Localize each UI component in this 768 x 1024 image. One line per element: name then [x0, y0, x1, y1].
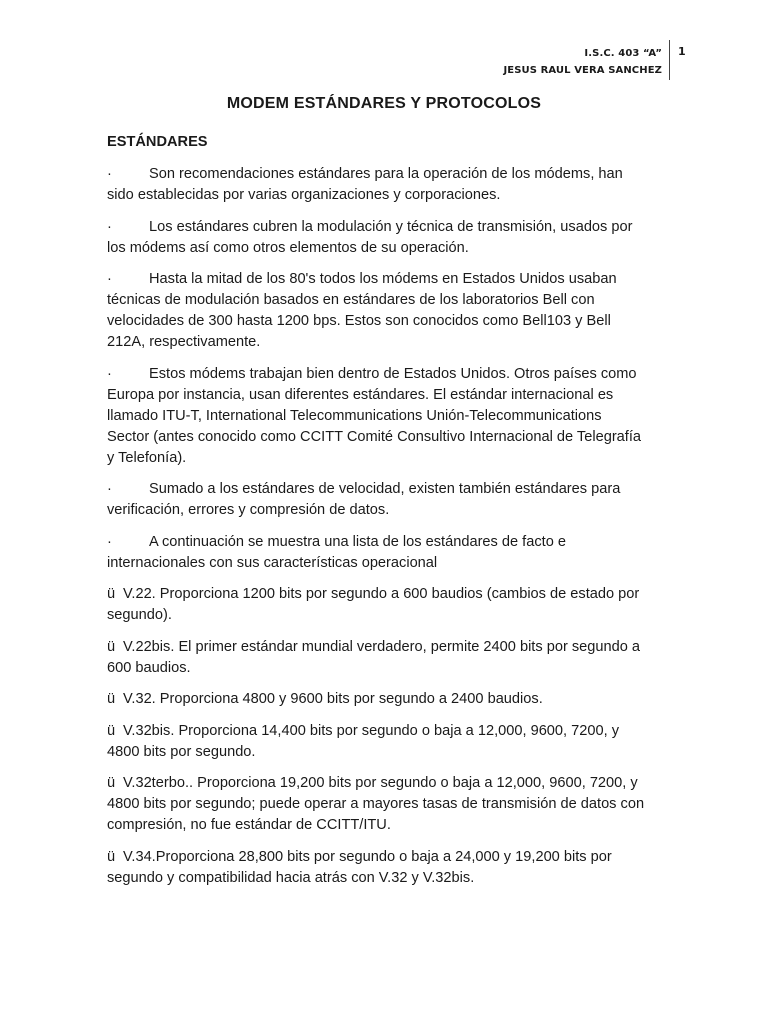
- bullet-icon: ·: [107, 218, 112, 235]
- bullet-paragraph: [107, 269, 647, 353]
- standard-text: V.34.Proporciona 28,800 bits por segundo o baja a 24,000 y 19,200 bits por segundo y compatibilidad hacia atrás con V.32 y V.32bis.: [107, 848, 612, 886]
- bullet-paragraph: [107, 532, 647, 574]
- page-title: MODEM ESTÁNDARES Y PROTOCOLOS: [226, 95, 542, 112]
- bullet-icon: ·: [107, 481, 112, 497]
- checkmark-icon: ü: [107, 848, 116, 865]
- bullet-text: Son recomendaciones estándares para la operación de los módems, han sido establecidas por varias organizaciones y corporaciones.: [107, 166, 623, 203]
- bullet-text: Los estándares cubren la modulación y técnica de transmisión, usados por los módems así como otros elementos de su operación.: [107, 218, 633, 256]
- checkmark-icon: ü: [107, 691, 116, 707]
- checkmark-icon: ü: [107, 775, 116, 791]
- bullet-paragraph: [107, 479, 647, 521]
- bullet-text: Sumado a los estándares de velocidad, existen también estándares para verificación, errores y compresión de datos.: [107, 481, 621, 518]
- standard-item: [107, 721, 647, 763]
- header-author: JESUS RAUL VERA SANCHEZ: [503, 65, 662, 76]
- bullet-paragraph: [107, 364, 647, 469]
- standard-text: V.22. Proporciona 1200 bits por segundo a 600 baudios (cambios de estado por segundo).: [107, 586, 640, 623]
- standard-text: V.32bis. Proporciona 14,400 bits por segundo o baja a 12,000, 9600, 7200, y 4800 bits por segundo.: [107, 722, 620, 760]
- document-body: [107, 132, 647, 899]
- bullet-list: [107, 164, 647, 574]
- header-divider: [669, 40, 670, 80]
- page-header: [503, 45, 662, 79]
- standard-item: [107, 773, 647, 836]
- header-course: I.S.C. 403 “A”: [584, 48, 662, 59]
- standard-text: V.32. Proporciona 4800 y 9600 bits por segundo a 2400 baudios.: [123, 691, 543, 707]
- bullet-paragraph: [107, 164, 647, 206]
- bullet-text: Estos módems trabajan bien dentro de Estados Unidos. Otros países como Europa por instancia, usan diferentes estándares. El estándar internacional es llamado ITU-T, International Telecommunications Unión-Telecommunications Sector (antes conocido como CCITT Comité Consultivo Internacional de Telegrafía y Telefonía).: [107, 365, 642, 466]
- checkmark-icon: ü: [107, 638, 116, 655]
- checkmark-icon: ü: [107, 586, 116, 602]
- checkmark-icon: ü: [107, 722, 116, 739]
- standard-item: [107, 847, 647, 889]
- bullet-icon: ·: [107, 271, 112, 287]
- bullet-text: Hasta la mitad de los 80's todos los módems en Estados Unidos usaban técnicas de modulación basados en estándares de los laboratorios Bell con velocidades de 300 hasta 1200 bps. Estos son conocidos como Bell103 y Bell 212A, respectivamente.: [107, 271, 617, 350]
- bullet-icon: ·: [107, 533, 112, 550]
- standards-list: [107, 584, 647, 889]
- standard-item: [107, 689, 647, 710]
- standard-text: V.32terbo.. Proporciona 19,200 bits por segundo o baja a 12,000, 9600, 7200, y 4800 bits por segundo; puede operar a mayores tasas de transmisión de datos con compresión, no fue estándar de CCITT/ITU.: [107, 775, 645, 833]
- standard-item: [107, 637, 647, 679]
- bullet-text: A continuación se muestra una lista de los estándares de facto e internacionales con sus características operacional: [107, 533, 566, 571]
- bullet-paragraph: [107, 217, 647, 259]
- bullet-icon: ·: [107, 365, 112, 382]
- bullet-icon: ·: [107, 166, 112, 182]
- standard-item: [107, 584, 647, 626]
- standard-text: V.22bis. El primer estándar mundial verdadero, permite 2400 bits por segundo a 600 baudios.: [107, 638, 641, 676]
- page-number: 1: [678, 45, 686, 58]
- section-heading: ESTÁNDARES: [107, 134, 208, 150]
